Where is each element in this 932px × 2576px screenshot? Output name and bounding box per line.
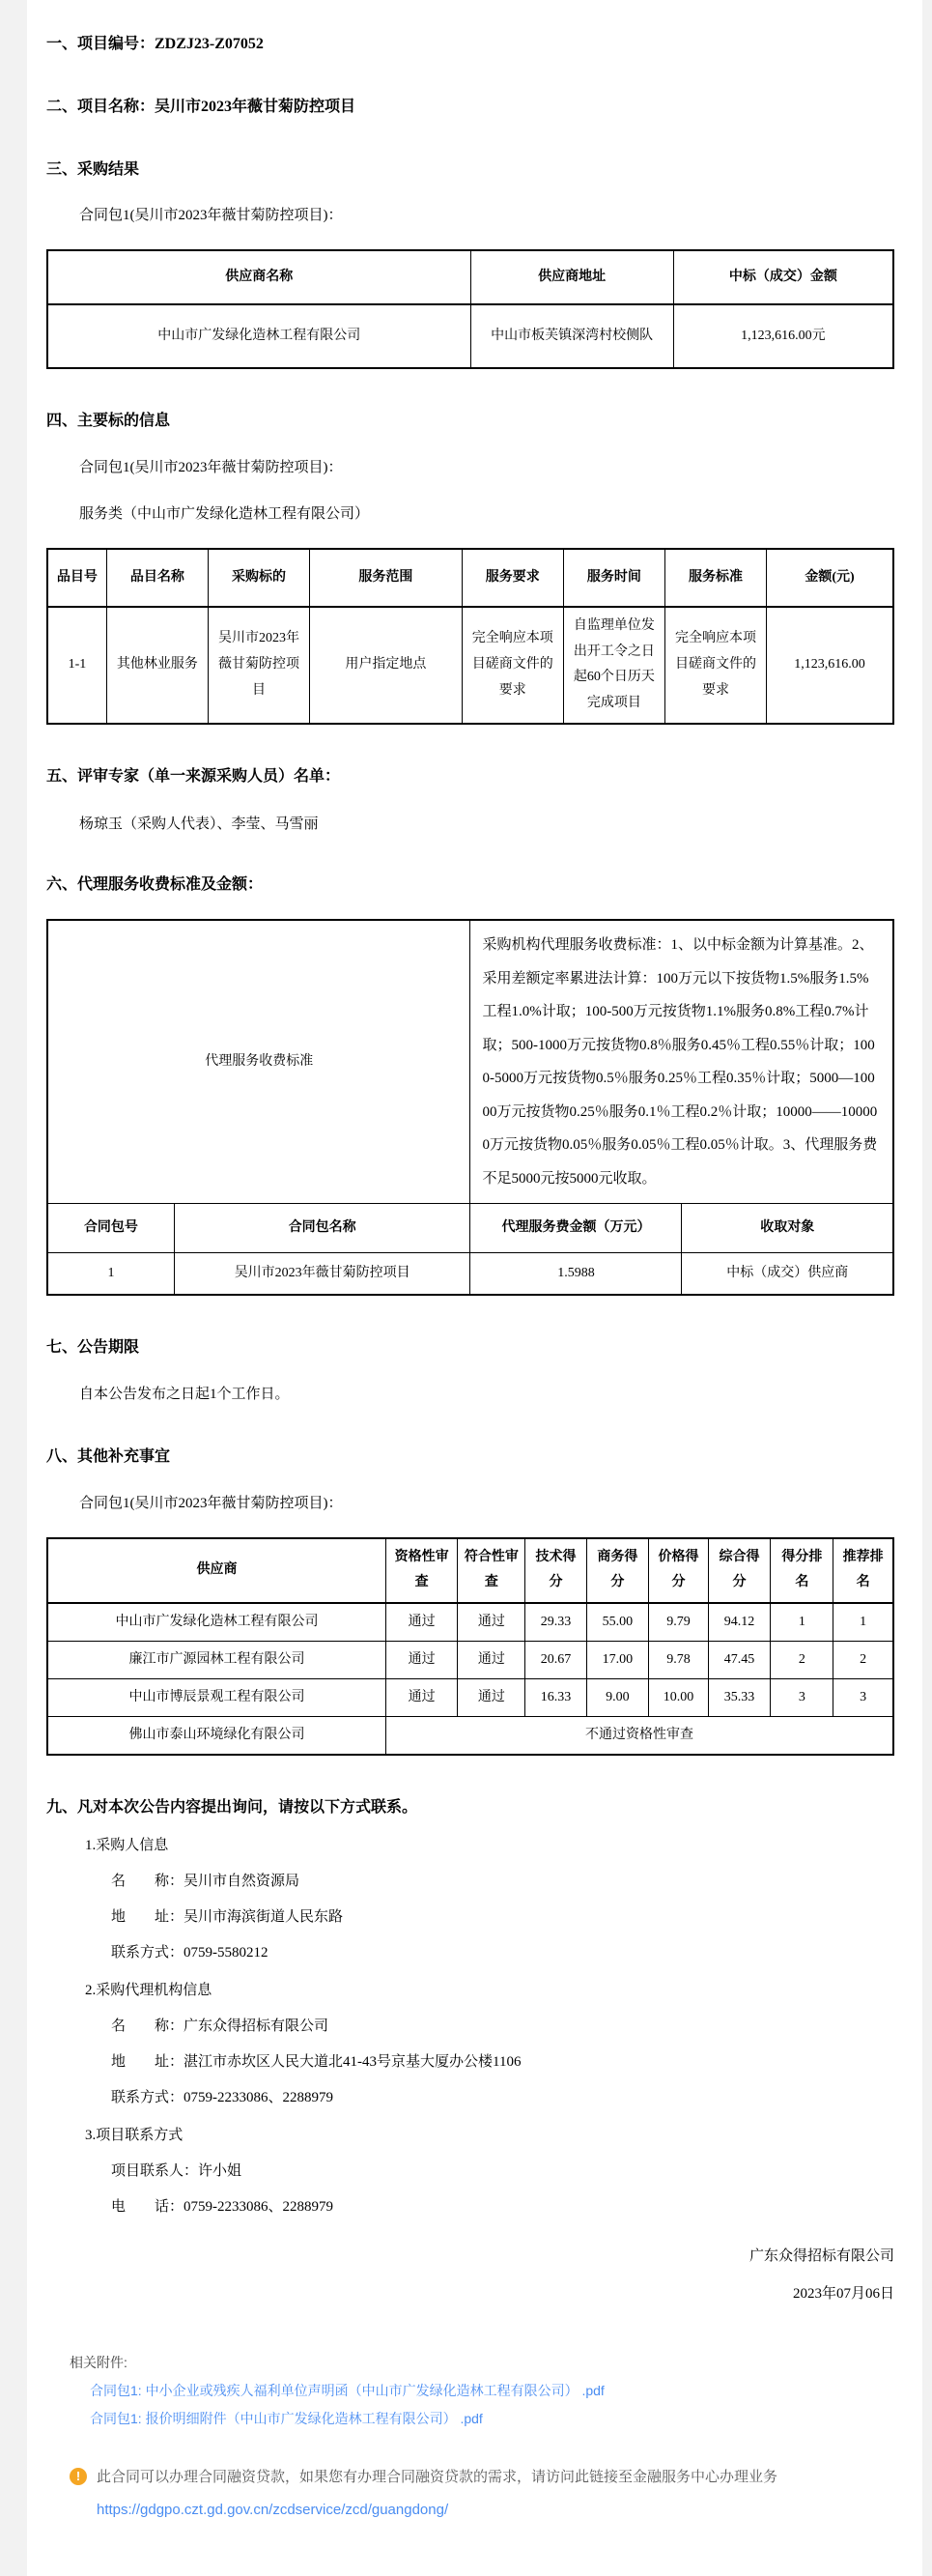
column-header-service-scope: 服务范围 — [310, 549, 463, 607]
column-header-amount: 金额(元) — [767, 549, 893, 607]
subject-matter-table — [46, 548, 894, 724]
column-header-technical-score: 技术得分 — [525, 1538, 586, 1603]
section4-category-label: 服务类（中山市广发绿化造林工程有限公司） — [79, 506, 370, 523]
cell-conformity: 通过 — [458, 1678, 525, 1716]
column-header-fee-payer: 收取对象 — [682, 1204, 893, 1253]
cell-technical-score: 16.33 — [525, 1678, 586, 1716]
cell-score-rank: 1 — [771, 1603, 833, 1642]
attachments-label: 相关附件: — [70, 2354, 127, 2370]
table-header-row — [47, 1204, 893, 1253]
section7-title: 七、公告期限 — [46, 1339, 140, 1357]
column-header-supplier-name: 供应商名称 — [47, 250, 470, 304]
cell-package-name: 吴川市2023年薇甘菊防控项目 — [174, 1253, 470, 1296]
announcement-period-text: 自本公告发布之日起1个工作日。 — [79, 1386, 290, 1402]
column-header-total-score: 综合得分 — [708, 1538, 771, 1603]
agency-address: 地 址：湛江市赤坎区人民大道北41-43号京基大厦办公楼1106 — [111, 2053, 522, 2070]
fee-standard-text: 采购机构代理服务收费标准：1、以中标金额为计算基准。2、采用差额定率累进法计算：100万元以下按货物1.5%服务1.5%工程1.0%计取；100-500万元按货物1.1%服务0.8%工程0.7%计取；500-1000万元按货物0.8％服务0.45％工程0.55％计取；1000-5000万元按货物0.5％服务0.25％工程0.35％计取；5000—10000万元按货物0.25％服务0.1％工程0.2％计取；10000——100000万元按货物0.05％服务0.05％工程0.05％计取。3、代理服务费不足5000元按5000元收取。 — [470, 920, 893, 1204]
cell-service-requirement: 完全响应本项目磋商文件的要求 — [462, 607, 563, 723]
table-row-failed — [47, 1716, 893, 1755]
attachment-link-declaration-pdf[interactable]: 合同包1: 中小企业或残疾人福利单位声明函（中山市广发绿化造林工程有限公司） .pdf — [90, 2382, 605, 2398]
table-row — [47, 607, 893, 723]
column-header-qualification-review: 资格性审查 — [385, 1538, 457, 1603]
column-header-package-no: 合同包号 — [47, 1204, 174, 1253]
section4-title: 四、主要标的信息 — [46, 413, 171, 430]
table-row — [47, 1641, 893, 1678]
fee-standard-label: 代理服务收费标准 — [47, 920, 470, 1204]
cell-supplier-address: 中山市板芙镇深湾村校侧队 — [470, 304, 673, 368]
cell-fee-amount: 1.5988 — [470, 1253, 682, 1296]
column-header-item-no: 品目号 — [47, 549, 106, 607]
cell-supplier: 中山市广发绿化造林工程有限公司 — [47, 1603, 385, 1642]
agency-contact: 联系方式：0759-2233086、2288979 — [111, 2089, 333, 2105]
column-header-fee-amount: 代理服务费金额（万元） — [470, 1204, 682, 1253]
signature-block — [46, 2247, 894, 2304]
table-header-row — [47, 250, 893, 304]
cell-failed-result: 不通过资格性审查 — [385, 1716, 893, 1755]
column-header-award-amount: 中标（成交）金额 — [673, 250, 893, 304]
column-header-business-score: 商务得分 — [586, 1538, 649, 1603]
cell-business-score: 55.00 — [586, 1603, 649, 1642]
cell-supplier: 廉江市广源园林工程有限公司 — [47, 1641, 385, 1678]
column-header-item-name: 品目名称 — [106, 549, 208, 607]
cell-supplier-name: 中山市广发绿化造林工程有限公司 — [47, 304, 470, 368]
cell-supplier: 佛山市泰山环境绿化有限公司 — [47, 1716, 385, 1755]
procurement-result-table — [46, 249, 894, 369]
cell-service-scope: 用户指定地点 — [310, 607, 463, 723]
cell-recommend-rank: 2 — [833, 1641, 893, 1678]
cell-price-score: 9.79 — [649, 1603, 708, 1642]
expert-names: 杨琼玉（采购人代表）、李莹、马雪丽 — [79, 816, 319, 833]
cell-item-name: 其他林业服务 — [106, 607, 208, 723]
table-header-row — [47, 1538, 893, 1603]
cell-qualification: 通过 — [385, 1678, 457, 1716]
cell-qualification: 通过 — [385, 1641, 457, 1678]
cell-supplier: 中山市博辰景观工程有限公司 — [47, 1678, 385, 1716]
cell-conformity: 通过 — [458, 1603, 525, 1642]
section8-title: 八、其他补充事宜 — [46, 1447, 171, 1465]
finance-service-link[interactable]: https://gdgpo.czt.gd.gov.cn/zcdservice/zcd/guangdong/ — [97, 2501, 449, 2518]
announcement-page — [27, 0, 922, 2576]
fee-standard-row — [47, 920, 893, 1204]
cell-qualification: 通过 — [385, 1603, 457, 1642]
project-contact-phone: 电 话：0759-2233086、2288979 — [111, 2198, 333, 2215]
finance-note-text: 此合同可以办理合同融资贷款，如果您有办理合同融资贷款的需求，请访问此链接至金融服务中心办理业务 — [97, 2468, 778, 2485]
column-header-service-standard: 服务标准 — [664, 549, 766, 607]
column-header-recommend-rank: 推荐排名 — [833, 1538, 893, 1603]
attachment-link-quotation-pdf[interactable]: 合同包1: 报价明细附件（中山市广发绿化造林工程有限公司） .pdf — [90, 2410, 483, 2426]
cell-price-score: 10.00 — [649, 1678, 708, 1716]
agency-fee-table — [46, 919, 894, 1296]
cell-package-no: 1 — [47, 1253, 174, 1296]
cell-total-score: 47.45 — [708, 1641, 771, 1678]
cell-total-score: 94.12 — [708, 1603, 771, 1642]
purchaser-address: 地 址：吴川市海滨街道人民东路 — [111, 1908, 344, 1925]
column-header-score-rank: 得分排名 — [771, 1538, 833, 1603]
table-row — [47, 304, 893, 368]
section4-package-label: 合同包1(吴川市2023年薇甘菊防控项目)： — [79, 460, 343, 476]
section5-title: 五、评审专家（单一来源采购人员）名单： — [46, 767, 341, 785]
column-header-supplier-address: 供应商地址 — [470, 250, 673, 304]
supplier-score-table — [46, 1537, 894, 1756]
cell-total-score: 35.33 — [708, 1678, 771, 1716]
purchaser-name: 名 称：吴川市自然资源局 — [111, 1873, 300, 1889]
signature-company: 广东众得招标有限公司 — [748, 2247, 894, 2264]
warning-icon: ! — [70, 2468, 87, 2485]
cell-score-rank: 2 — [771, 1641, 833, 1678]
cell-fee-payer: 中标（成交）供应商 — [682, 1253, 893, 1296]
cell-amount: 1,123,616.00 — [767, 607, 893, 723]
cell-business-score: 17.00 — [586, 1641, 649, 1678]
cell-score-rank: 3 — [771, 1678, 833, 1716]
cell-business-score: 9.00 — [586, 1678, 649, 1716]
cell-procurement-target: 吴川市2023年薇甘菊防控项目 — [208, 607, 309, 723]
cell-service-standard: 完全响应本项目磋商文件的要求 — [664, 607, 766, 723]
agency-group-label: 2.采购代理机构信息 — [85, 1982, 212, 1998]
column-header-supplier: 供应商 — [47, 1538, 385, 1603]
purchaser-group-label: 1.采购人信息 — [85, 1837, 169, 1853]
section8-package-label: 合同包1(吴川市2023年薇甘菊防控项目)： — [79, 1495, 343, 1511]
section1-project-number: 一、项目编号：ZDZJ23-Z07052 — [46, 36, 264, 52]
project-contact-group-label: 3.项目联系方式 — [85, 2127, 184, 2143]
announcement-document — [46, 35, 894, 2304]
section2-project-name: 二、项目名称：吴川市2023年薇甘菊防控项目 — [46, 98, 356, 115]
table-row — [47, 1603, 893, 1642]
project-contact-person: 项目联系人：许小姐 — [111, 2162, 242, 2179]
cell-service-time: 自监理单位发出开工令之日起60个日历天完成项目 — [563, 607, 664, 723]
column-header-procurement-target: 采购标的 — [208, 549, 309, 607]
agency-name: 名 称：广东众得招标有限公司 — [111, 2018, 329, 2034]
section9-title: 九、凡对本次公告内容提出询问，请按以下方式联系。 — [46, 1798, 418, 1816]
column-header-service-requirement: 服务要求 — [462, 549, 563, 607]
column-header-package-name: 合同包名称 — [174, 1204, 470, 1253]
finance-notice — [70, 2467, 894, 2487]
column-header-conformity-review: 符合性审查 — [458, 1538, 525, 1603]
cell-technical-score: 20.67 — [525, 1641, 586, 1678]
table-row — [47, 1678, 893, 1716]
column-header-service-time: 服务时间 — [563, 549, 664, 607]
section3-title: 三、采购结果 — [46, 160, 140, 178]
section6-title: 六、代理服务收费标准及金额： — [46, 876, 264, 894]
page-footer — [46, 2353, 894, 2518]
cell-award-amount: 1,123,616.00元 — [673, 304, 893, 368]
cell-technical-score: 29.33 — [525, 1603, 586, 1642]
signature-date: 2023年07月06日 — [792, 2285, 894, 2302]
section3-package-label: 合同包1(吴川市2023年薇甘菊防控项目)： — [79, 208, 343, 224]
cell-price-score: 9.78 — [649, 1641, 708, 1678]
cell-recommend-rank: 1 — [833, 1603, 893, 1642]
table-header-row — [47, 549, 893, 607]
cell-conformity: 通过 — [458, 1641, 525, 1678]
cell-recommend-rank: 3 — [833, 1678, 893, 1716]
table-row — [47, 1253, 893, 1296]
cell-item-no: 1-1 — [47, 607, 106, 723]
purchaser-contact: 联系方式：0759-5580212 — [111, 1944, 268, 1961]
column-header-price-score: 价格得分 — [649, 1538, 708, 1603]
